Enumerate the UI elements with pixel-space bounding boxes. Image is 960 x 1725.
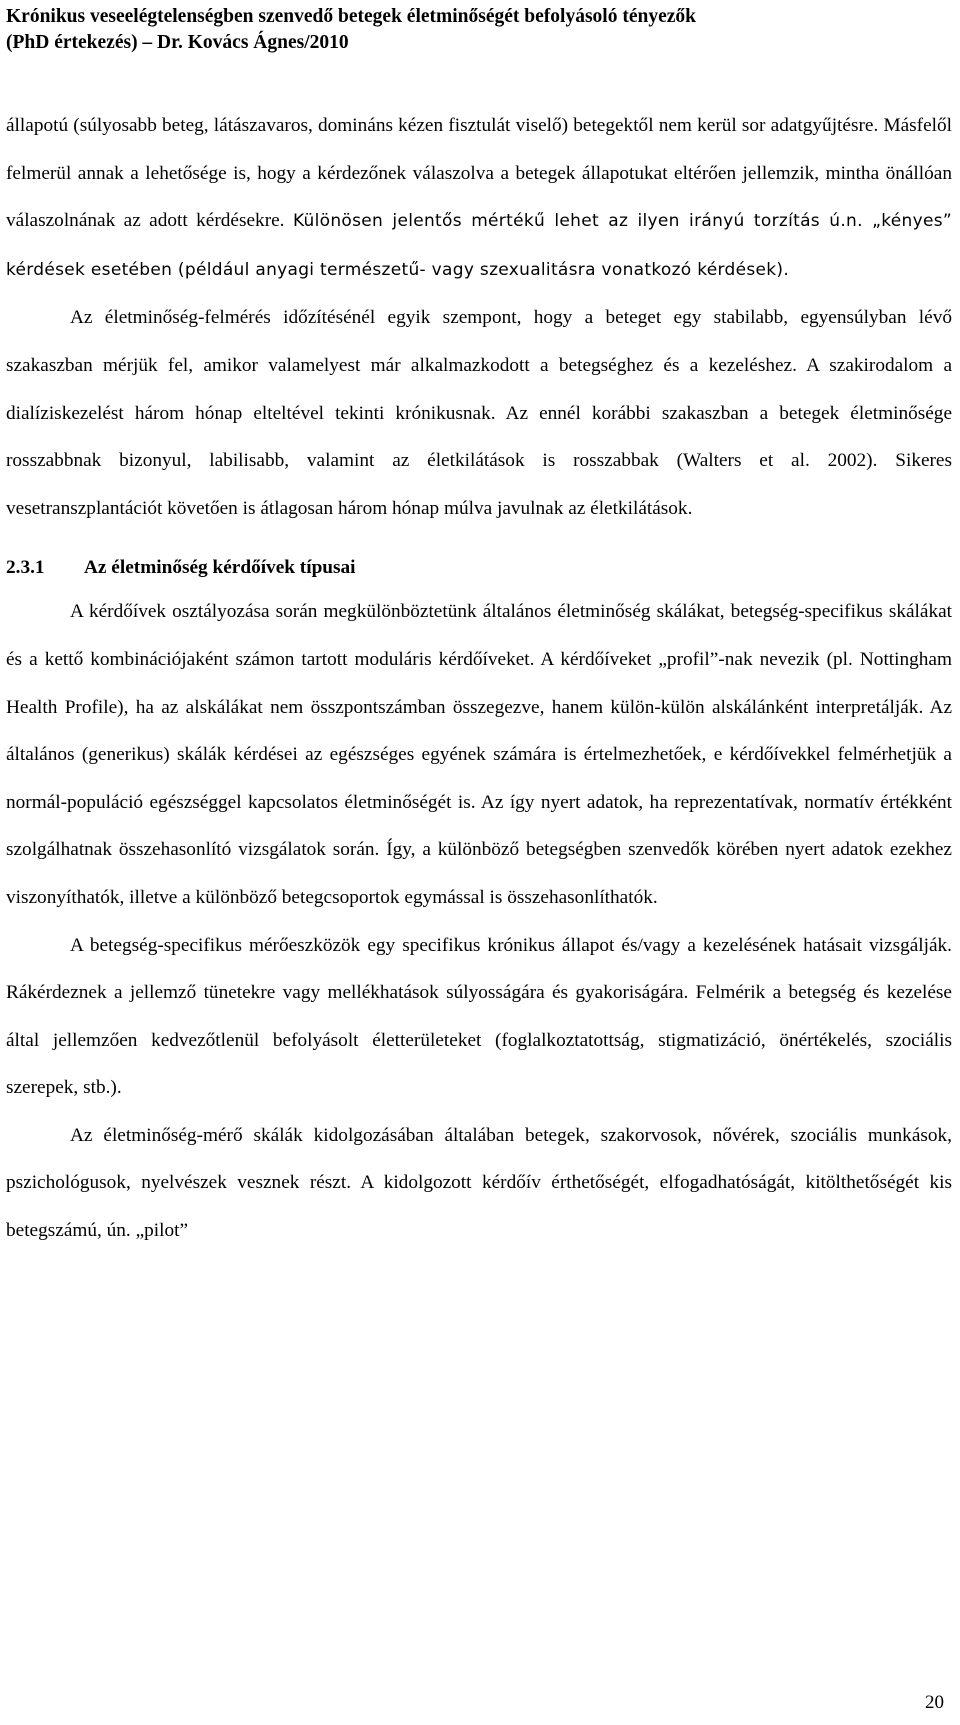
running-header: [6, 4, 956, 56]
paragraph-5: Az életminőség-mérő skálák kidolgozásában általában betegek, szakorvosok, nővérek, szociális munkások, pszichológusok, nyelvészek vesznek részt. A kidolgozott kérdőív érthetőségét, elfogadhatóságát, kitölthetőségét kis betegszámú, ún. „pilot”: [6, 1124, 952, 1242]
paragraph-1-serif: állapotú (súlyosabb beteg, látászavaros, domináns kézen fisztulát viselő) betegektől nem kerül sor adatgyűjtésre. Másfelől felmerül annak a lehetősége is, hogy a kérdezőnek válaszolva a betegek állapotukat eltérően jellemzik, mintha önállóan válaszolnának az adott kérdésekre.: [6, 115, 952, 232]
body-text: [6, 102, 952, 1255]
header-subtitle: (PhD értekezés) – Dr. Kovács Ágnes/2010: [6, 32, 349, 53]
header-title: Krónikus veseelégtelenségben szenvedő betegek életminőségét befolyásoló tényezők: [6, 6, 696, 27]
paragraph-1: [6, 102, 952, 294]
section-number: 2.3.1: [6, 557, 45, 579]
paragraph-2: Az életminőség-felmérés időzítésénél egyik szempont, hogy a beteget egy stabilabb, egyensúlyban lévő szakaszban mérjük fel, amikor valamelyest már alkalmazkodott a betegséghez és a kezeléshez. A szakirodalom a dialíziskezelést három hónap elteltével tekinti krónikusnak. Az ennél korábbi szakaszban a betegek életminősége rosszabbnak bizonyul, labilisabb, valamint az életkilátások is rosszabbak (Walters et al. 2002). Sikeres vesetranszplantációt követően is átlagosan három hónap múlva javulnak az életkilátások.: [6, 307, 952, 519]
paragraph-3: A kérdőívek osztályozása során megkülönböztetünk általános életminőség skálákat, betegség-specifikus skálákat és a kettő kombinációjaként számon tartott moduláris kérdőíveket. A kérdőíveket „profil”-nak nevezik (pl. Nottingham Health Profile), ha az alskálákat nem összpontszámban összegezve, hanem külön-külön alskálánként interpretálják. Az általános (generikus) skálák kérdései az egészséges egyének számára is értelmezhetőek, e kérdőívekkel felmérhetjük a normál-populáció egészséggel kapcsolatos életminőségét is. Az így nyert adatok, ha reprezentatívak, normatív értékként szolgálhatnak összehasonlító vizsgálatok során. Így, a különböző betegségben szenvedők körében nyert adatok ezekhez viszonyíthatók, illetve a különböző betegcsoportok egymással is összehasonlíthatók.: [6, 601, 952, 908]
page-number: 20: [925, 1692, 944, 1713]
section-heading: [6, 548, 952, 588]
paragraph-4: A betegség-specifikus mérőeszközök egy specifikus krónikus állapot és/vagy a kezelésének hatásait vizsgálják. Rákérdeznek a jellemző tünetekre vagy mellékhatások súlyosságára és gyakoriságára. Felmérik a betegség és kezelése által jellemzően kedvezőtlenül befolyásolt életterületeket (foglalkoztatottság, stigmatizáció, önértékelés, szociális szerepek, stb.).: [6, 934, 952, 1099]
section-title: Az életminőség kérdőívek típusai: [84, 557, 356, 579]
paragraph-1-sans: Különösen jelentős mértékű lehet az ilyen irányú torzítás ú.n. „kényes” kérdések esetében (például anyagi természetű- vagy szexualitásra vonatkozó kérdések).: [6, 211, 952, 280]
